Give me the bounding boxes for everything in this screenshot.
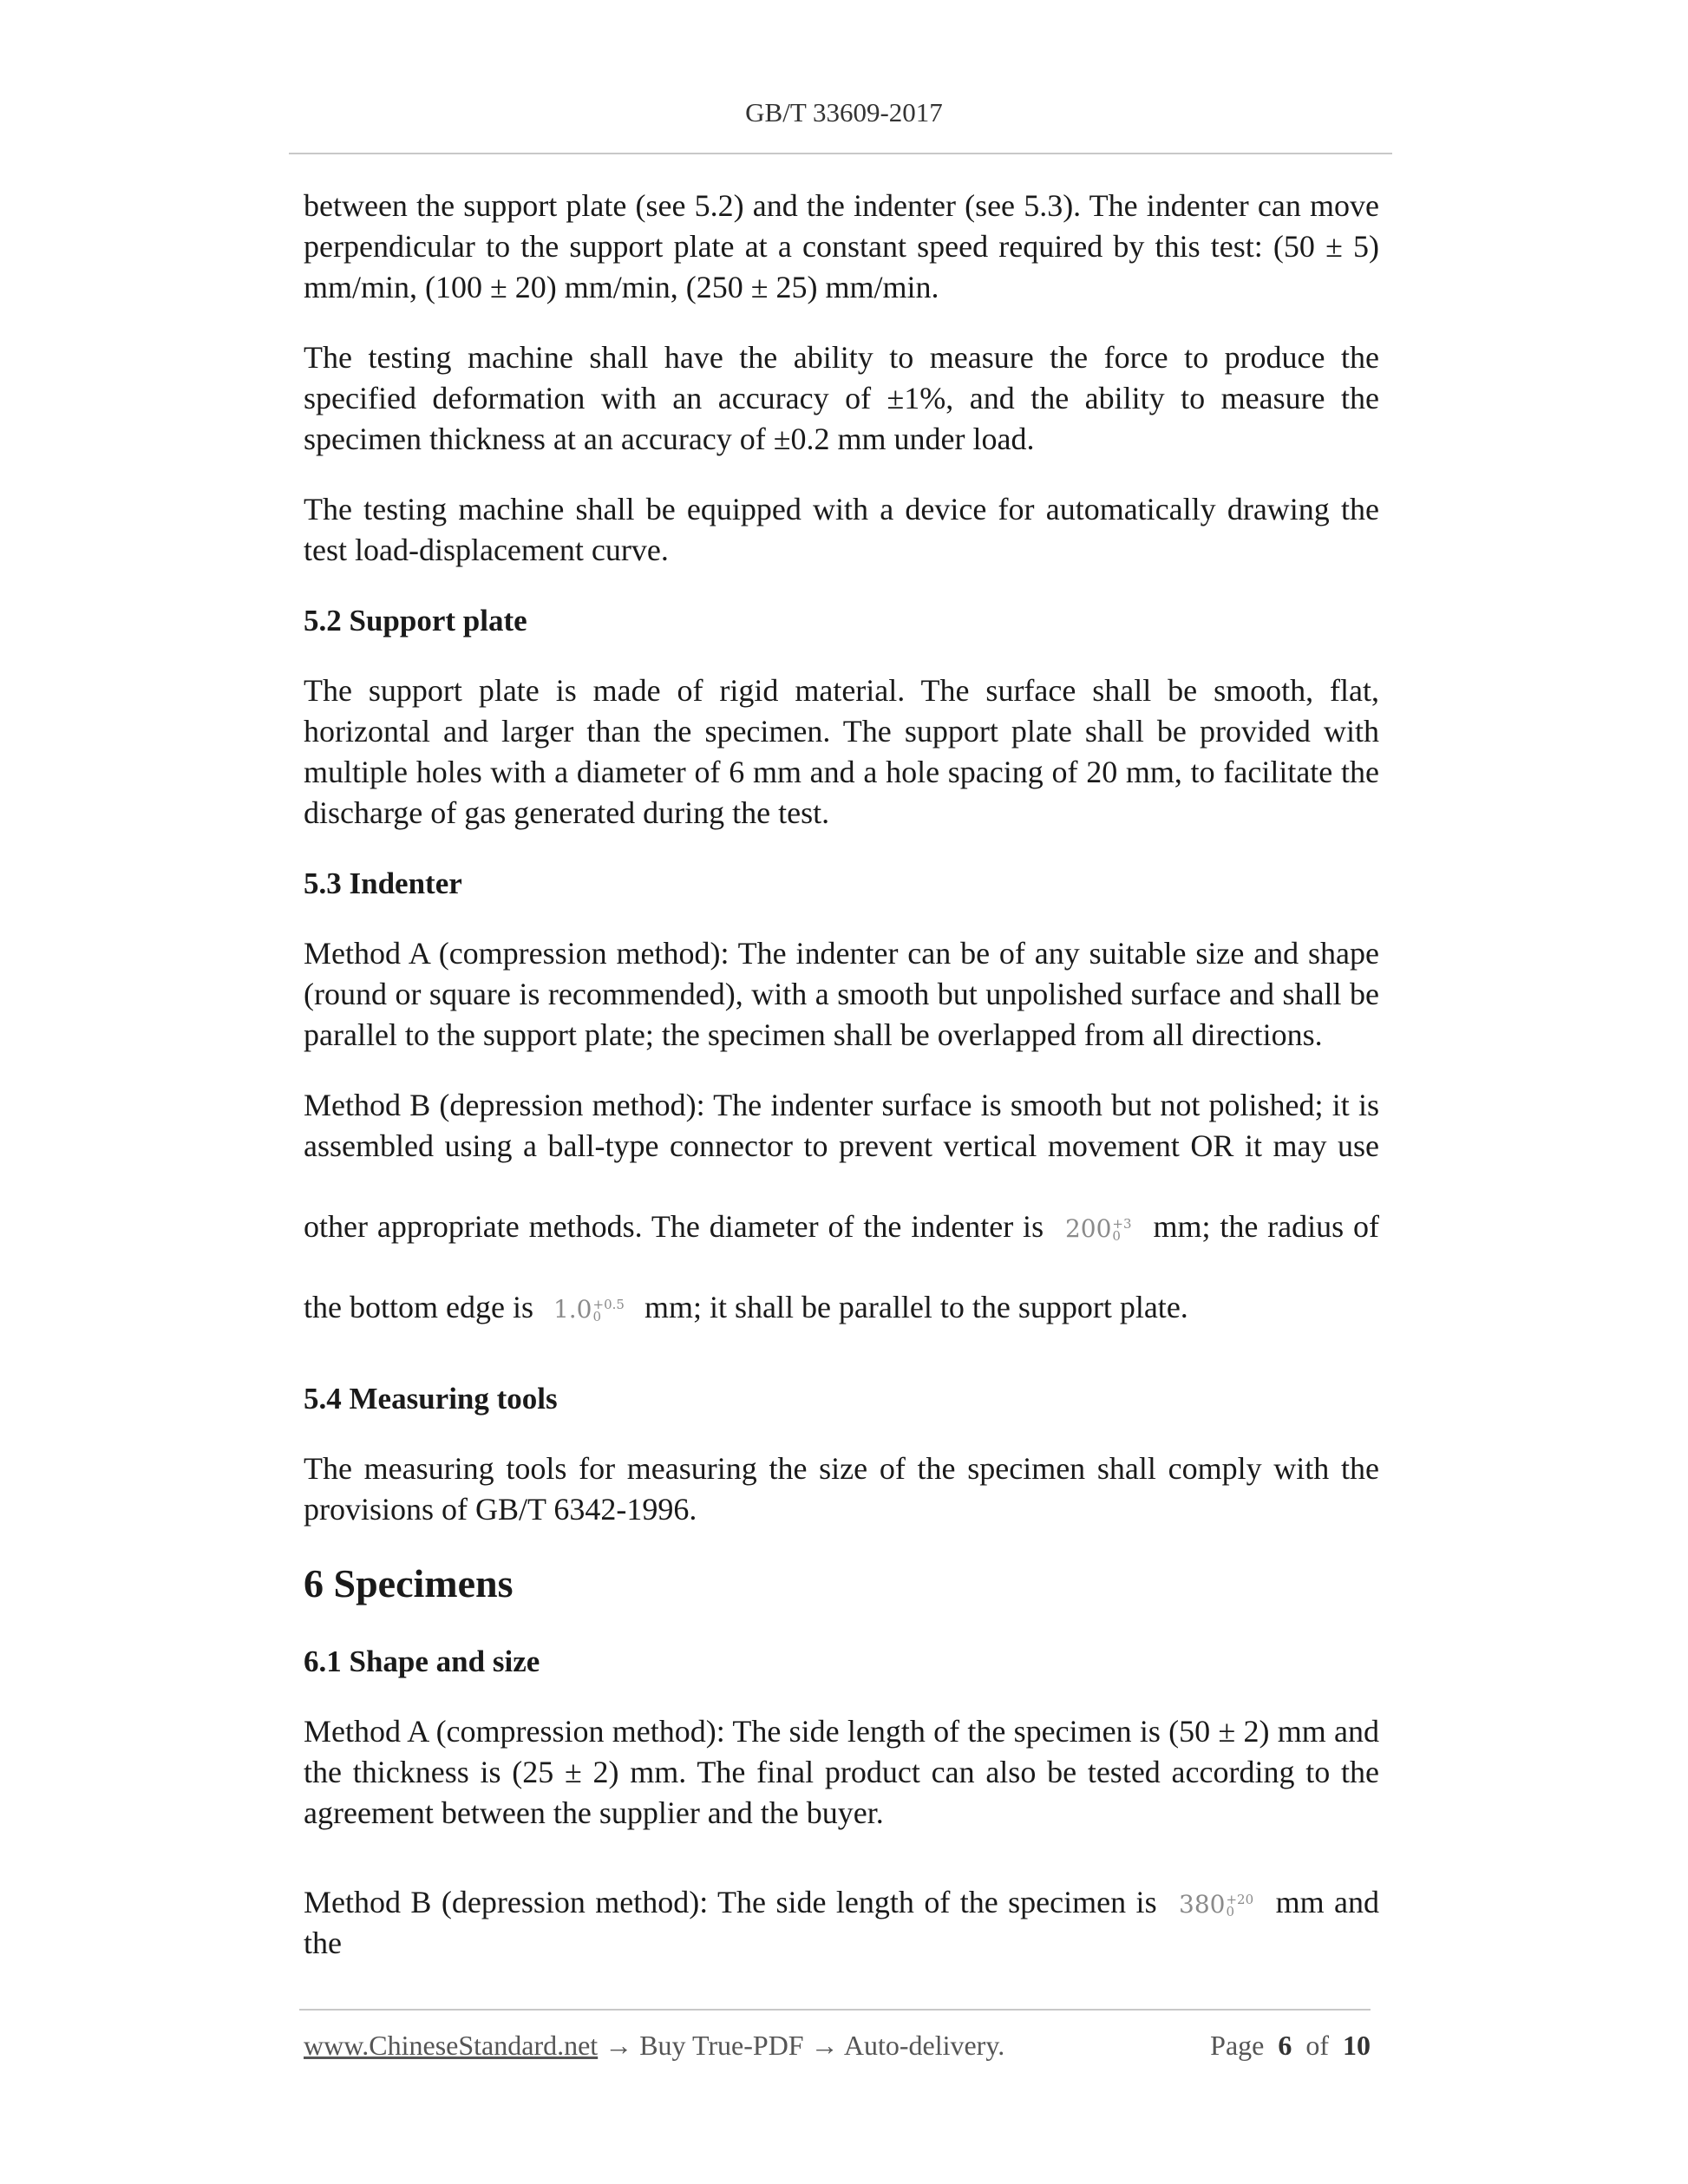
of-label: of <box>1305 2030 1329 2061</box>
tolerance-lower: 0 <box>1112 1228 1121 1245</box>
tolerance-side-length <box>1179 1889 1254 1920</box>
tolerance-base: 1.0 <box>553 1294 592 1324</box>
paragraph: The measuring tools for measuring the size of the specimen shall comply with the provisions of GB/T 6342-1996. <box>304 1451 1379 1527</box>
paragraph: between the support plate (see 5.2) and the indenter (see 5.3). The indenter can move perpendicular to the support plate at a constant speed required by this test: (50 ± 5) mm/min, (100 ± 20) mm/min, (250 ± 25) mm/min. <box>304 188 1379 304</box>
running-header: GB/T 33609-2017 <box>745 97 943 128</box>
section-heading-5-3: 5.3 Indenter <box>304 866 462 900</box>
text-run: mm and the <box>304 1885 1380 1960</box>
page-total: 10 <box>1343 2030 1371 2061</box>
page-label: Page <box>1210 2030 1265 2061</box>
text-run: mm; the radius of <box>1153 1209 1380 1244</box>
tolerance-upper: +3 <box>1112 1216 1132 1233</box>
tolerance-lower: 0 <box>592 1309 602 1325</box>
tolerance-radius <box>553 1294 625 1325</box>
tolerance-limits <box>1226 1893 1253 1918</box>
page-current: 6 <box>1278 2030 1292 2061</box>
text-run: the bottom edge is <box>304 1290 533 1324</box>
section-heading-5-4: 5.4 Measuring tools <box>304 1382 558 1416</box>
paragraph-with-tolerances <box>304 1085 1379 1328</box>
website-link[interactable]: www.ChineseStandard.net <box>304 2030 599 2061</box>
tolerance-diameter <box>1064 1213 1132 1245</box>
text-line <box>304 1206 1379 1247</box>
text-line <box>304 1085 1379 1167</box>
tolerance-lower: 0 <box>1226 1904 1235 1920</box>
paragraph: The testing machine shall be equipped with a device for automatically drawing the test load-displacement curve. <box>304 492 1379 567</box>
text-run: other appropriate methods. The diameter of the indenter is <box>304 1209 1044 1244</box>
tolerance-upper: +0.5 <box>592 1297 625 1313</box>
tolerance-base: 200 <box>1064 1213 1112 1243</box>
paragraph: Method A (compression method): The side length of the specimen is (50 ± 2) mm and the thickness is (25 ± 2) mm. The final product can also be tested according to the agreement between the supplier and the buyer. <box>304 1714 1379 1830</box>
tolerance-upper: +20 <box>1226 1892 1254 1908</box>
footer-promo <box>304 2030 1004 2062</box>
tolerance-limits <box>1112 1216 1132 1245</box>
page-number <box>1210 2030 1371 2062</box>
paragraph: The support plate is made of rigid material. The surface shall be smooth, flat, horizontal and larger than the specimen. The support plate shall be provided with multiple holes with a diameter of 6 mm and a hole spacing of 20 mm, to facilitate the discharge of gas generated during the test. <box>304 673 1379 830</box>
text-line <box>304 1287 1379 1328</box>
section-heading-5-2: 5.2 Support plate <box>304 604 527 638</box>
section-heading-6-1: 6.1 Shape and size <box>304 1645 540 1678</box>
text-run: Method B (depression method): The side length of the specimen is <box>304 1885 1157 1919</box>
paragraph-with-tolerances <box>304 1882 1379 1964</box>
chapter-heading-6: 6 Specimens <box>304 1561 514 1605</box>
page-content <box>304 186 1379 1993</box>
footer-promo-text: → Buy True-PDF → Auto-delivery. <box>598 2030 1005 2061</box>
text-line <box>304 1882 1379 1964</box>
paragraph: The testing machine shall have the ability to measure the force to produce the specified deformation with an accuracy of ±1%, and the ability to measure the specimen thickness at an accuracy of ±0.2 mm under load. <box>304 340 1379 456</box>
text-run: mm; it shall be parallel to the support plate. <box>644 1290 1188 1324</box>
text-run: Method B (depression method): The indenter surface is smooth but not polished; it is assembled using a ball-type connector to prevent vertical movement OR it may use <box>304 1088 1379 1163</box>
header-divider <box>289 153 1392 154</box>
footer-divider <box>299 2009 1371 2011</box>
tolerance-base: 380 <box>1179 1889 1226 1919</box>
tolerance-limits <box>593 1298 625 1323</box>
paragraph: Method A (compression method): The indenter can be of any suitable size and shape (round or square is recommended), with a smooth but unpolished surface and shall be parallel to the support plate; the specimen shall be overlapped from all directions. <box>304 936 1379 1052</box>
